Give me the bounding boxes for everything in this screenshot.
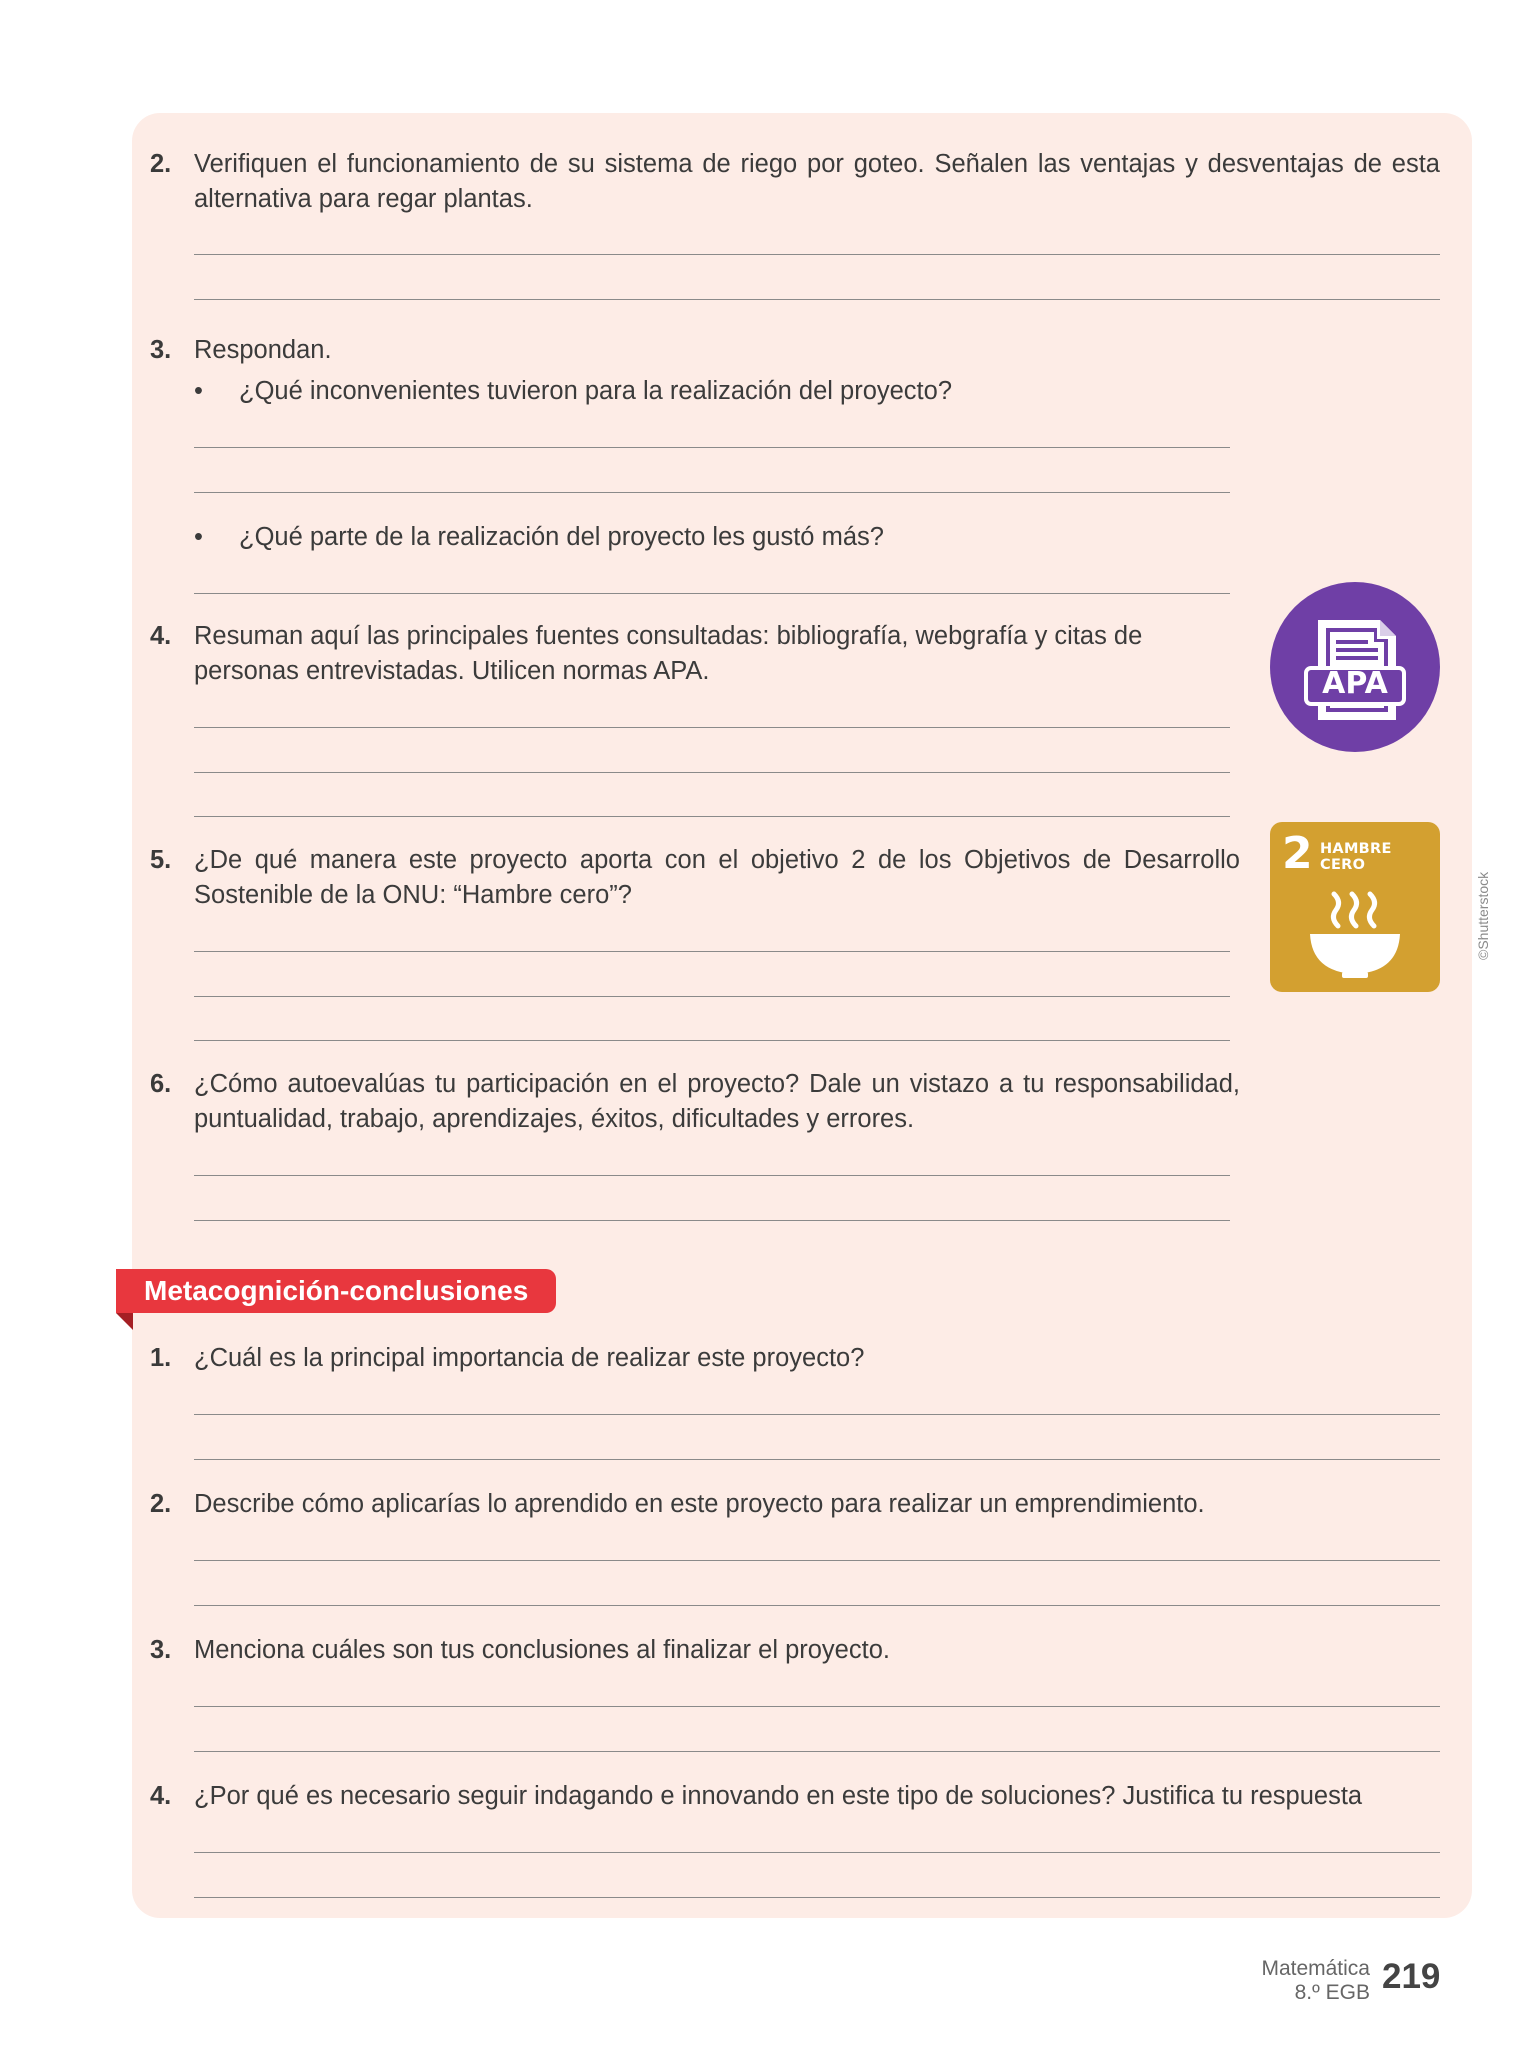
- answer-line[interactable]: [194, 1897, 1440, 1898]
- question-text: ¿Cuál es la principal importancia de realizar este proyecto?: [194, 1344, 865, 1372]
- bullet-symbol: •: [194, 523, 203, 551]
- answer-line[interactable]: [194, 1175, 1230, 1176]
- question-text: ¿Por qué es necesario seguir indagando e innovando en este tipo de soluciones? Justifica tu respuesta: [194, 1782, 1363, 1810]
- question-text: Respondan.: [194, 336, 332, 364]
- answer-line[interactable]: [194, 996, 1230, 997]
- answer-line[interactable]: [194, 447, 1230, 448]
- answer-line[interactable]: [194, 727, 1230, 728]
- question-number: 4.: [150, 1782, 172, 1810]
- page-number: 219: [1382, 1957, 1441, 1996]
- answer-line[interactable]: [194, 1605, 1440, 1606]
- answer-line[interactable]: [194, 1751, 1440, 1752]
- answer-line[interactable]: [194, 254, 1440, 255]
- steaming-bowl-icon: [1270, 822, 1440, 992]
- question-number: 5.: [150, 846, 172, 874]
- answer-line[interactable]: [194, 1220, 1230, 1221]
- apa-badge: [1270, 582, 1440, 752]
- question-number: 4.: [150, 622, 172, 650]
- answer-line[interactable]: [194, 772, 1230, 773]
- answer-line[interactable]: [194, 1414, 1440, 1415]
- bullet-symbol: •: [194, 377, 203, 405]
- answer-line[interactable]: [194, 1459, 1440, 1460]
- footer-grade: 8.º EGB: [1294, 1981, 1370, 2004]
- question-text: Menciona cuáles son tus conclusiones al finalizar el proyecto.: [194, 1636, 890, 1664]
- bullet-text: ¿Qué inconvenientes tuvieron para la realización del proyecto?: [239, 377, 953, 405]
- footer-subject: Matemática: [1261, 1957, 1370, 1980]
- question-number: 1.: [150, 1344, 172, 1372]
- question-number: 2.: [150, 150, 172, 178]
- answer-line[interactable]: [194, 593, 1230, 594]
- question-number: 6.: [150, 1070, 172, 1098]
- answer-line[interactable]: [194, 492, 1230, 493]
- question-text: Describe cómo aplicarías lo aprendido en este proyecto para realizar un emprendimiento.: [194, 1490, 1205, 1518]
- question-number: 3.: [150, 1636, 172, 1664]
- sdg-title-line2: CERO: [1320, 857, 1366, 873]
- answer-line[interactable]: [194, 299, 1440, 300]
- question-text: ¿De qué manera este proyecto aporta con el objetivo 2 de los Objetivos de Desarrollo Sostenible de la ONU: “Hambre cero”?: [194, 846, 1240, 909]
- question-number: 2.: [150, 1490, 172, 1518]
- sdg-2-badge: [1270, 822, 1440, 992]
- answer-line[interactable]: [194, 1560, 1440, 1561]
- question-number: 3.: [150, 336, 172, 364]
- answer-line[interactable]: [194, 1706, 1440, 1707]
- sdg-number: 2: [1282, 828, 1313, 879]
- question-text: Verifiquen el funcionamiento de su sistema de riego por goteo. Señalen las ventajas y desventajas de esta alternativa para regar plantas.: [194, 150, 1440, 213]
- answer-line[interactable]: [194, 1040, 1230, 1041]
- image-credit: ©Shutterstock: [1475, 871, 1491, 960]
- answer-line[interactable]: [194, 816, 1230, 817]
- question-text: Resuman aquí las principales fuentes consultadas: bibliografía, webgrafía y citas de personas entrevistadas. Utilicen normas APA.: [194, 622, 1143, 685]
- apa-label: APA: [1322, 666, 1388, 701]
- question-text: ¿Cómo autoevalúas tu participación en el proyecto? Dale un vistazo a tu responsabilidad, puntualidad, trabajo, aprendizajes, éxitos, dificultades y errores.: [194, 1070, 1240, 1133]
- answer-line[interactable]: [194, 951, 1230, 952]
- section-title: Metacognición-conclusiones: [144, 1275, 529, 1306]
- sdg-title-line1: HAMBRE: [1320, 841, 1392, 857]
- bullet-text: ¿Qué parte de la realización del proyecto les gustó más?: [239, 523, 884, 551]
- answer-line[interactable]: [194, 1852, 1440, 1853]
- section-header-fold: [116, 1313, 133, 1330]
